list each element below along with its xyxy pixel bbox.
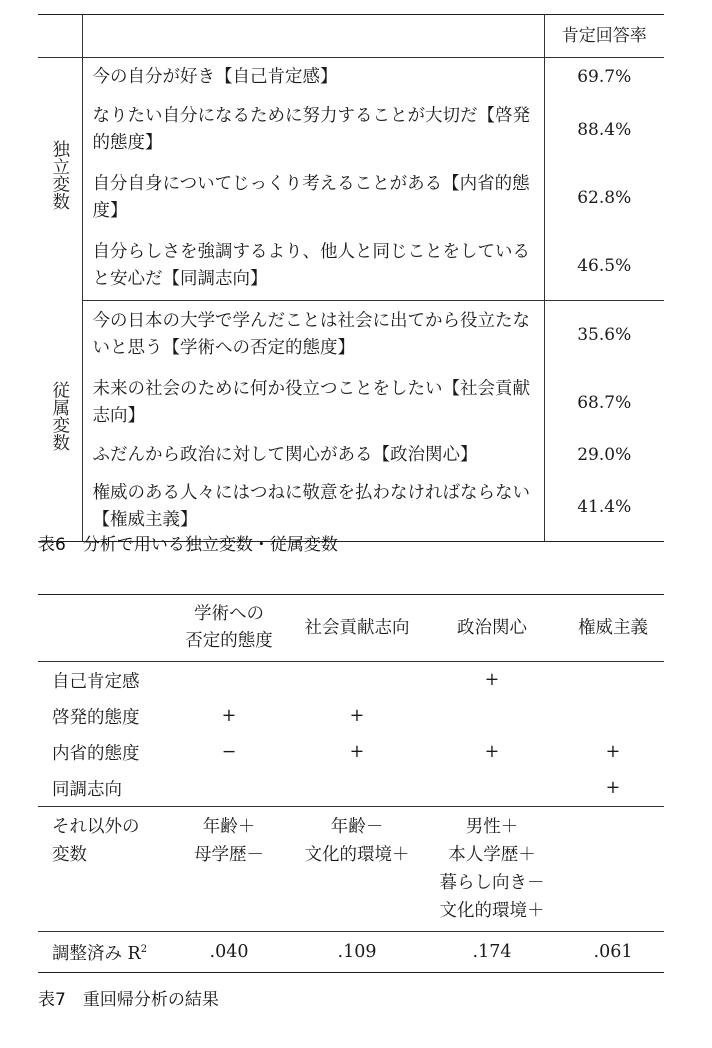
table-6 [38, 14, 664, 542]
sign-cell: + [484, 670, 500, 690]
row-label: 自己肯定感 [52, 671, 140, 692]
sign-cell: + [349, 706, 365, 726]
table-row [38, 58, 664, 97]
row-label: 内省的態度 [52, 743, 140, 764]
sign-cell: − [221, 742, 237, 762]
item-value: 46.5% [544, 232, 664, 301]
sign-cell: + [349, 742, 365, 762]
superscript: 2 [140, 943, 148, 955]
other-variables-cell: 年齢－ 文化的環境＋ [292, 807, 422, 932]
table-7-header-row [38, 595, 664, 662]
group-label-dependent: 従属変数 [38, 301, 82, 542]
table-6-header-blank-group [38, 15, 82, 58]
table-row [38, 164, 664, 232]
sign-cell: + [605, 742, 621, 762]
item-text: なりたい自分になるために努力することが大切だ【啓発的態度】 [82, 96, 544, 164]
table-row-other-variables [38, 807, 664, 932]
row-label: 同調志向 [52, 779, 122, 800]
item-value: 41.4% [544, 473, 664, 542]
sign-cell [422, 698, 562, 734]
item-value: 35.6% [577, 324, 632, 345]
r2-value: .174 [422, 932, 562, 973]
row-label: 調整済み $R^2$ [38, 932, 166, 973]
item-value: 29.0% [577, 444, 632, 465]
group-label-independent: 独立変数 [38, 58, 82, 301]
sign-cell [166, 770, 292, 807]
table-6-header-blank-item [82, 15, 544, 58]
sign-cell [292, 770, 422, 807]
sign-cell: + [221, 706, 237, 726]
table-row [38, 662, 664, 699]
sign-cell: + [484, 742, 500, 762]
table-row [38, 734, 664, 770]
item-value: 88.4% [577, 119, 632, 140]
sign-cell [166, 662, 292, 699]
item-text: ふだんから政治に対して関心がある【政治関心】 [82, 437, 544, 473]
table-7 [38, 594, 664, 973]
table-7-header-blank [38, 595, 166, 662]
item-text: 権威のある人々にはつねに敬意を払わなければならない【権威主義】 [82, 473, 544, 542]
column-header: 政治関心 [422, 595, 562, 662]
row-label: 啓発的態度 [52, 707, 140, 728]
table-row [38, 770, 664, 807]
table-row [38, 301, 664, 370]
sign-cell [422, 770, 562, 807]
row-label: それ以外の 変数 [38, 807, 166, 932]
r2-value: .061 [562, 932, 664, 973]
column-header: 権威主義 [562, 595, 664, 662]
r2-value: .040 [166, 932, 292, 973]
sign-cell: + [605, 778, 621, 798]
item-value: 62.8% [577, 187, 632, 208]
table-row [38, 232, 664, 301]
item-text: 今の自分が好き【自己肯定感】 [82, 58, 544, 97]
other-variables-cell: 年齢＋ 母学歴－ [166, 807, 292, 932]
item-text: 自分らしさを強調するより、他人と同じことをしていると安心だ【同調志向】 [82, 232, 544, 301]
table-row [38, 96, 664, 164]
table-6-caption: 表6 分析で用いる独立変数・従属変数 [38, 535, 338, 555]
table-row-adjusted-r2 [38, 932, 664, 973]
table-row [38, 698, 664, 734]
r2-value: .109 [292, 932, 422, 973]
item-text: 自分自身についてじっくり考えることがある【内省的態度】 [82, 164, 544, 232]
table-row [38, 369, 664, 437]
item-text: 未来の社会のために何か役立つことをしたい【社会貢献志向】 [82, 369, 544, 437]
table-7-caption: 表7 重回帰分析の結果 [38, 990, 219, 1010]
item-text: 今の日本の大学で学んだことは社会に出てから役立たないと思う【学術への否定的態度】 [82, 301, 544, 370]
column-header: 学術への 否定的態度 [166, 595, 292, 662]
table-6-header-row [38, 15, 664, 58]
item-value: 69.7% [577, 66, 632, 87]
item-value: 68.7% [577, 392, 632, 413]
sign-cell [562, 662, 664, 699]
sign-cell [562, 698, 664, 734]
sign-cell [292, 662, 422, 699]
other-variables-cell: 男性＋ 本人学歴＋ 暮らし向き－ 文化的環境＋ [422, 807, 562, 932]
table-row [38, 437, 664, 473]
table-6-header-rate: 肯定回答率 [544, 15, 664, 58]
other-variables-cell [562, 807, 664, 932]
column-header: 社会貢献志向 [292, 595, 422, 662]
